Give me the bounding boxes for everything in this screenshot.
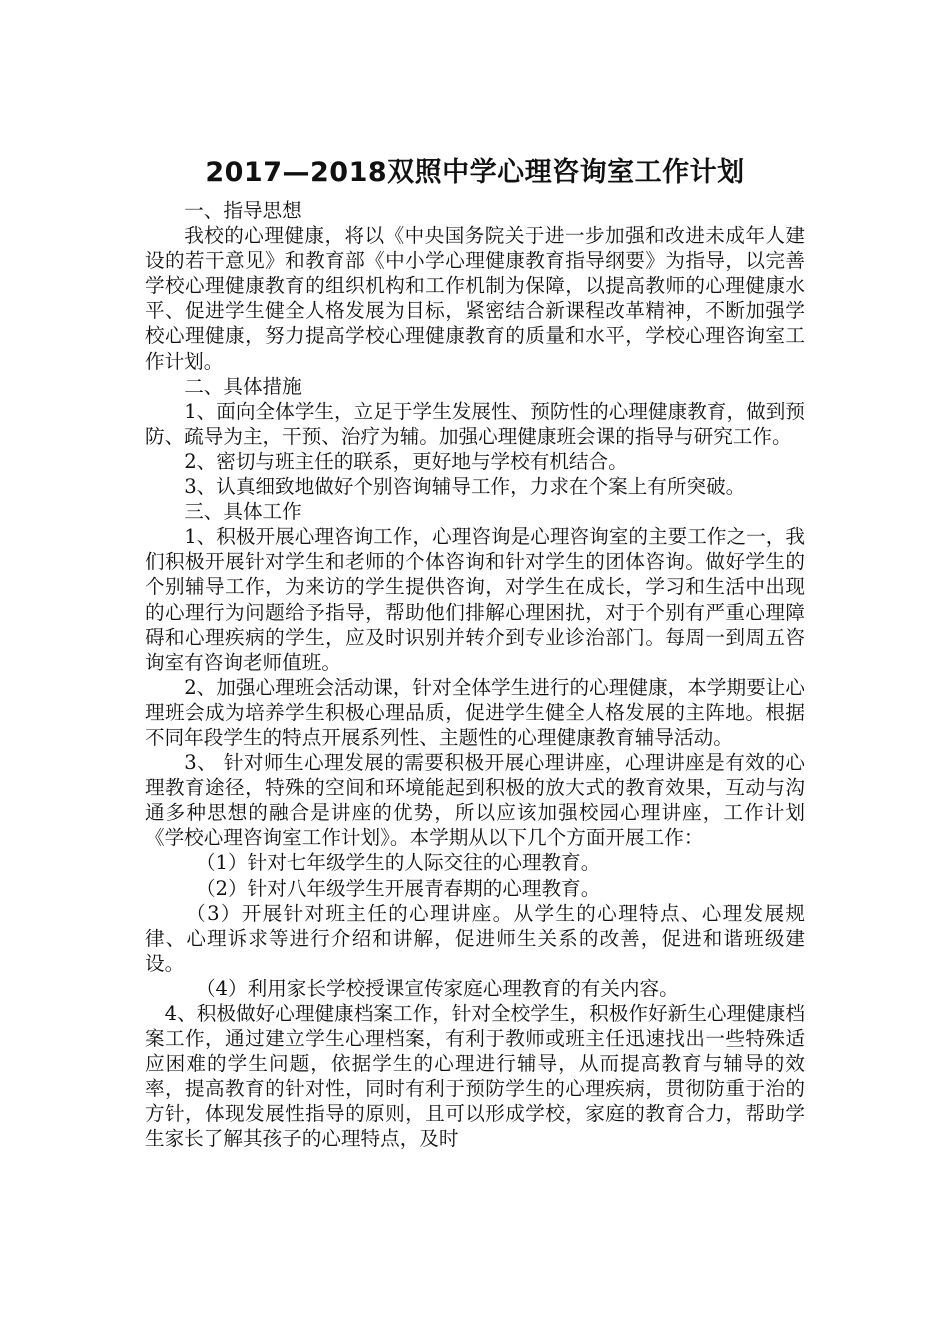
paragraph-work-4: 4、积极做好心理健康档案工作，针对全校学生，积极作好新生心理健康档案工作，通过建立学生心理档案，有利于教师或班主任迅速找出一些特殊适应困难的学生问题，依据学生的心理进行辅导，从而提高教育与辅导的效率，提高教育的针对性，同时有利于预防学生的心理疾病，贯彻防重于治的方针，体现发展性指导的原则，且可以形成学校，家庭的教育合力，帮助学生家长了解其孩子的心理特点，及时 [145,1002,805,1151]
list-item-1: （1）针对七年级学生的人际交往的心理教育。 [195,851,601,875]
paragraph-work-3: 3、 针对师生心理发展的需要积极开展心理讲座，心理讲座是有效的心理教育途径，特殊的空间和环境能起到积极的放大式的教育效果，互动与沟通多种思想的融合是讲座的优势，所以应该加强校园心理讲座，工作计划《学校心理咨询室工作计划》。本学期从以下几个方面开展工作： [145,751,805,850]
paragraph-work-2: 2、加强心理班会活动课，针对全体学生进行的心理健康，本学期要让心理班会成为培养学生积极心理品质，促进学生健全人格发展的主阵地。根据不同年段学生的特点开展系列性、主题性的心理健康教育辅导活动。 [145,675,805,749]
document-title: 2017—2018双照中学心理咨询室工作计划 [205,157,745,188]
paragraph-work-1: 1、积极开展心理咨询工作，心理咨询是心理咨询室的主要工作之一，我们积极开展针对学生和老师的个体咨询和针对学生的团体咨询。做好学生的个别辅导工作，为来访的学生提供咨询，对学生在成长，学习和生活中出现的心理行为问题给予指导，帮助他们排解心理困扰，对于个别有严重心理障碍和心理疾病的学生，应及时识别并转介到专业诊治部门。每周一到周五咨询室有咨询老师值班。 [145,525,805,674]
list-item-3: （3）开展针对班主任的心理讲座。从学生的心理特点、心理发展规律、心理诉求等进行介绍和讲解，促进师生关系的改善，促进和谐班级建设。 [145,901,805,975]
list-item-4: （4）利用家长学校授课宣传家庭心理教育的有关内容。 [195,976,679,1000]
document-body [145,198,805,1152]
section-heading-guiding-ideology: 一、指导思想 [184,199,302,222]
paragraph-measure-3: 3、认真细致地做好个别咨询辅导工作，力求在个案上有所突破。 [184,475,746,499]
paragraph-guiding-ideology: 我校的心理健康，将以《中央国务院关于进一步加强和改进未成年人建设的若干意见》和教育部《中小学心理健康教育指导纲要》为指导，以完善学校心理健康教育的组织机构和工作机制为保障，以提高教师的心理健康水平、促进学生健全人格发展为目标，紧密结合新课程改革精神，不断加强学校心理健康，努力提高学校心理健康教育的质量和水平，学校心理咨询室工作计划。 [145,224,805,373]
section-heading-measures: 二、具体措施 [184,374,302,398]
paragraph-measure-1: 1、面向全体学生，立足于学生发展性、预防性的心理健康教育，做到预防、疏导为主，干预、治疗为辅。加强心理健康班会课的指导与研究工作。 [145,399,805,448]
list-item-2: （2）针对八年级学生开展青春期的心理教育。 [195,876,601,900]
section-heading-work: 三、具体工作 [184,500,302,524]
paragraph-measure-2: 2、密切与班主任的联系，更好地与学校有机结合。 [184,449,628,473]
